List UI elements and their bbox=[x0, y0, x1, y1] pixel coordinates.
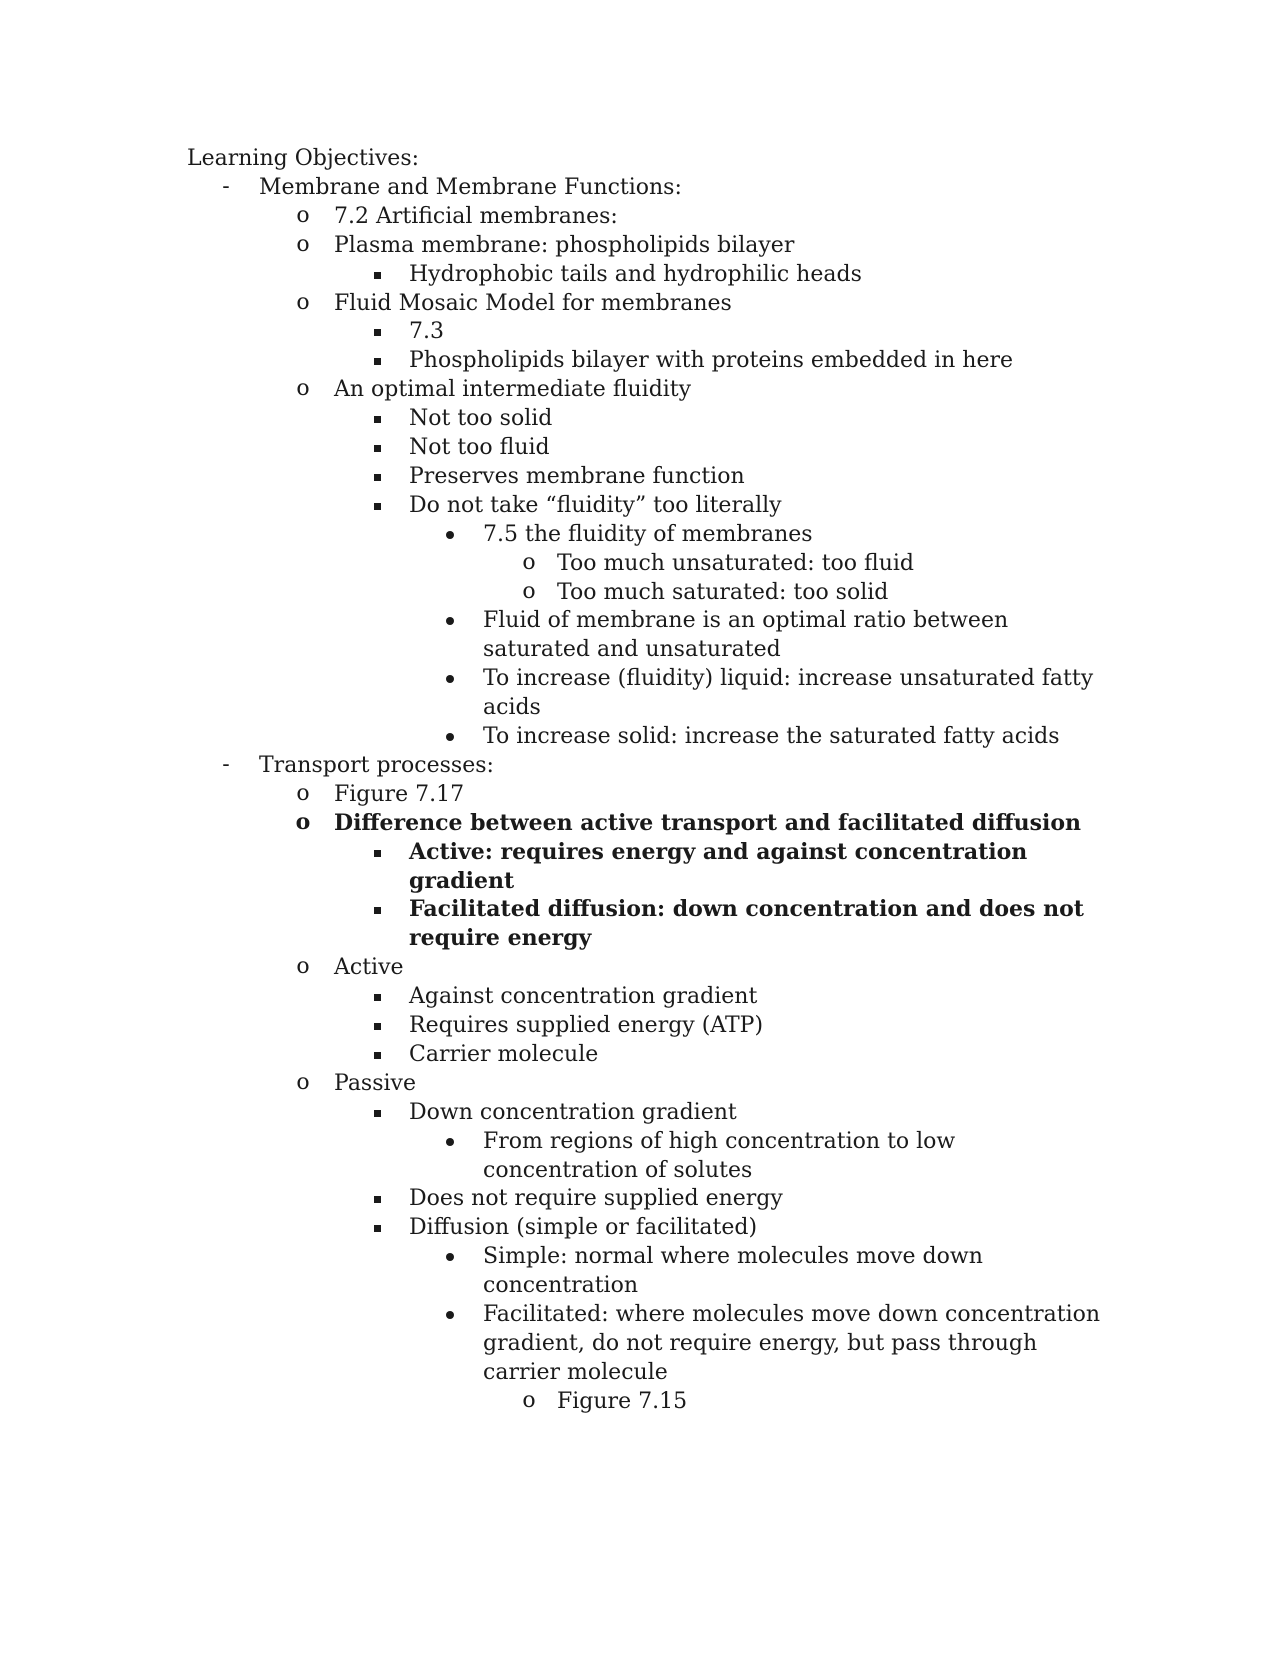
list-item: Preserves membrane function bbox=[409, 463, 745, 489]
list-item: Difference between active transport and facilitated diffusion bbox=[334, 809, 1082, 836]
square-bullet-icon bbox=[374, 907, 381, 914]
list-item: gradient bbox=[409, 867, 515, 894]
list-item: Facilitated: where molecules move down concentration bbox=[483, 1302, 1101, 1327]
dot-bullet-icon bbox=[446, 1253, 454, 1261]
dot-bullet-icon bbox=[446, 1311, 454, 1319]
circle-bullet-icon: o bbox=[296, 780, 310, 806]
list-item: Active bbox=[334, 955, 404, 981]
square-bullet-icon bbox=[374, 1196, 381, 1203]
circle-bullet-icon: o bbox=[296, 289, 310, 315]
list-item: Transport processes: bbox=[259, 752, 494, 778]
square-bullet-icon bbox=[374, 358, 381, 365]
list-item: require energy bbox=[409, 925, 592, 952]
list-item: Diffusion (simple or facilitated) bbox=[409, 1215, 758, 1241]
dot-bullet-icon bbox=[446, 617, 454, 625]
circle-bullet-icon: o bbox=[295, 808, 311, 835]
list-item: Figure 7.17 bbox=[334, 781, 465, 807]
list-item: gradient, do not require energy, but pass through bbox=[483, 1330, 1038, 1356]
circle-bullet-icon: o bbox=[296, 231, 310, 257]
list-item: Fluid of membrane is an optimal ratio between bbox=[483, 608, 1009, 634]
list-item: 7.5 the fluidity of membranes bbox=[483, 521, 813, 547]
dot-bullet-icon bbox=[446, 733, 454, 741]
list-item: Not too fluid bbox=[409, 435, 550, 460]
circle-bullet-icon: o bbox=[522, 578, 536, 604]
list-item: carrier molecule bbox=[483, 1359, 668, 1385]
square-bullet-icon bbox=[374, 994, 381, 1001]
square-bullet-icon bbox=[374, 416, 381, 423]
square-bullet-icon bbox=[374, 503, 381, 510]
list-item: Too much saturated: too solid bbox=[557, 579, 889, 605]
list-item: Do not take “fluidity” too literally bbox=[409, 492, 782, 518]
list-item: Passive bbox=[334, 1070, 416, 1096]
list-item: Membrane and Membrane Functions: bbox=[259, 174, 682, 200]
circle-bullet-icon: o bbox=[296, 202, 310, 228]
list-item: Plasma membrane: phospholipids bilayer bbox=[334, 232, 795, 258]
square-bullet-icon bbox=[374, 329, 381, 336]
list-item: From regions of high concentration to low bbox=[483, 1128, 956, 1154]
dot-bullet-icon bbox=[446, 531, 454, 539]
list-item: concentration bbox=[483, 1273, 639, 1299]
list-item: To increase solid: increase the saturated fatty acids bbox=[483, 724, 1060, 749]
dash-bullet-icon: - bbox=[222, 751, 230, 777]
square-bullet-icon bbox=[374, 850, 381, 857]
list-item: Phospholipids bilayer with proteins embedded in here bbox=[409, 348, 1014, 374]
list-item: Figure 7.15 bbox=[557, 1388, 688, 1414]
circle-bullet-icon: o bbox=[296, 376, 310, 402]
list-item: Active: requires energy and against concentration bbox=[409, 838, 1028, 865]
dot-bullet-icon bbox=[446, 1138, 454, 1146]
list-item: Simple: normal where molecules move down bbox=[483, 1244, 983, 1270]
list-item: Hydrophobic tails and hydrophilic heads bbox=[409, 261, 862, 287]
list-item: Does not require supplied energy bbox=[409, 1186, 783, 1212]
square-bullet-icon bbox=[374, 272, 381, 279]
list-item: Facilitated diffusion: down concentration and does not bbox=[409, 896, 1084, 923]
list-item: 7.2 Artificial membranes: bbox=[334, 203, 618, 229]
document-title: Learning Objectives: bbox=[187, 146, 420, 171]
list-item: Down concentration gradient bbox=[409, 1099, 737, 1125]
list-item: 7.3 bbox=[409, 319, 444, 345]
list-item: An optimal intermediate fluidity bbox=[334, 377, 692, 403]
square-bullet-icon bbox=[374, 1225, 381, 1232]
list-item: Not too solid bbox=[409, 406, 553, 432]
list-item: Carrier molecule bbox=[409, 1041, 599, 1067]
square-bullet-icon bbox=[374, 1023, 381, 1030]
list-item: Requires supplied energy (ATP) bbox=[409, 1013, 764, 1038]
square-bullet-icon bbox=[374, 1110, 381, 1117]
list-item: Against concentration gradient bbox=[409, 984, 758, 1010]
square-bullet-icon bbox=[374, 474, 381, 481]
list-item: Too much unsaturated: too fluid bbox=[557, 550, 914, 576]
dot-bullet-icon bbox=[446, 675, 454, 683]
square-bullet-icon bbox=[374, 1052, 381, 1059]
list-item: concentration of solutes bbox=[483, 1157, 753, 1183]
list-item: acids bbox=[483, 695, 541, 721]
list-item: saturated and unsaturated bbox=[483, 637, 781, 663]
circle-bullet-icon: o bbox=[296, 1069, 310, 1095]
list-item: To increase (fluidity) liquid: increase unsaturated fatty bbox=[483, 666, 1094, 692]
dash-bullet-icon: - bbox=[222, 173, 230, 199]
square-bullet-icon bbox=[374, 445, 381, 452]
circle-bullet-icon: o bbox=[522, 1387, 536, 1413]
circle-bullet-icon: o bbox=[522, 549, 536, 575]
list-item: Fluid Mosaic Model for membranes bbox=[334, 290, 732, 316]
circle-bullet-icon: o bbox=[296, 954, 310, 980]
